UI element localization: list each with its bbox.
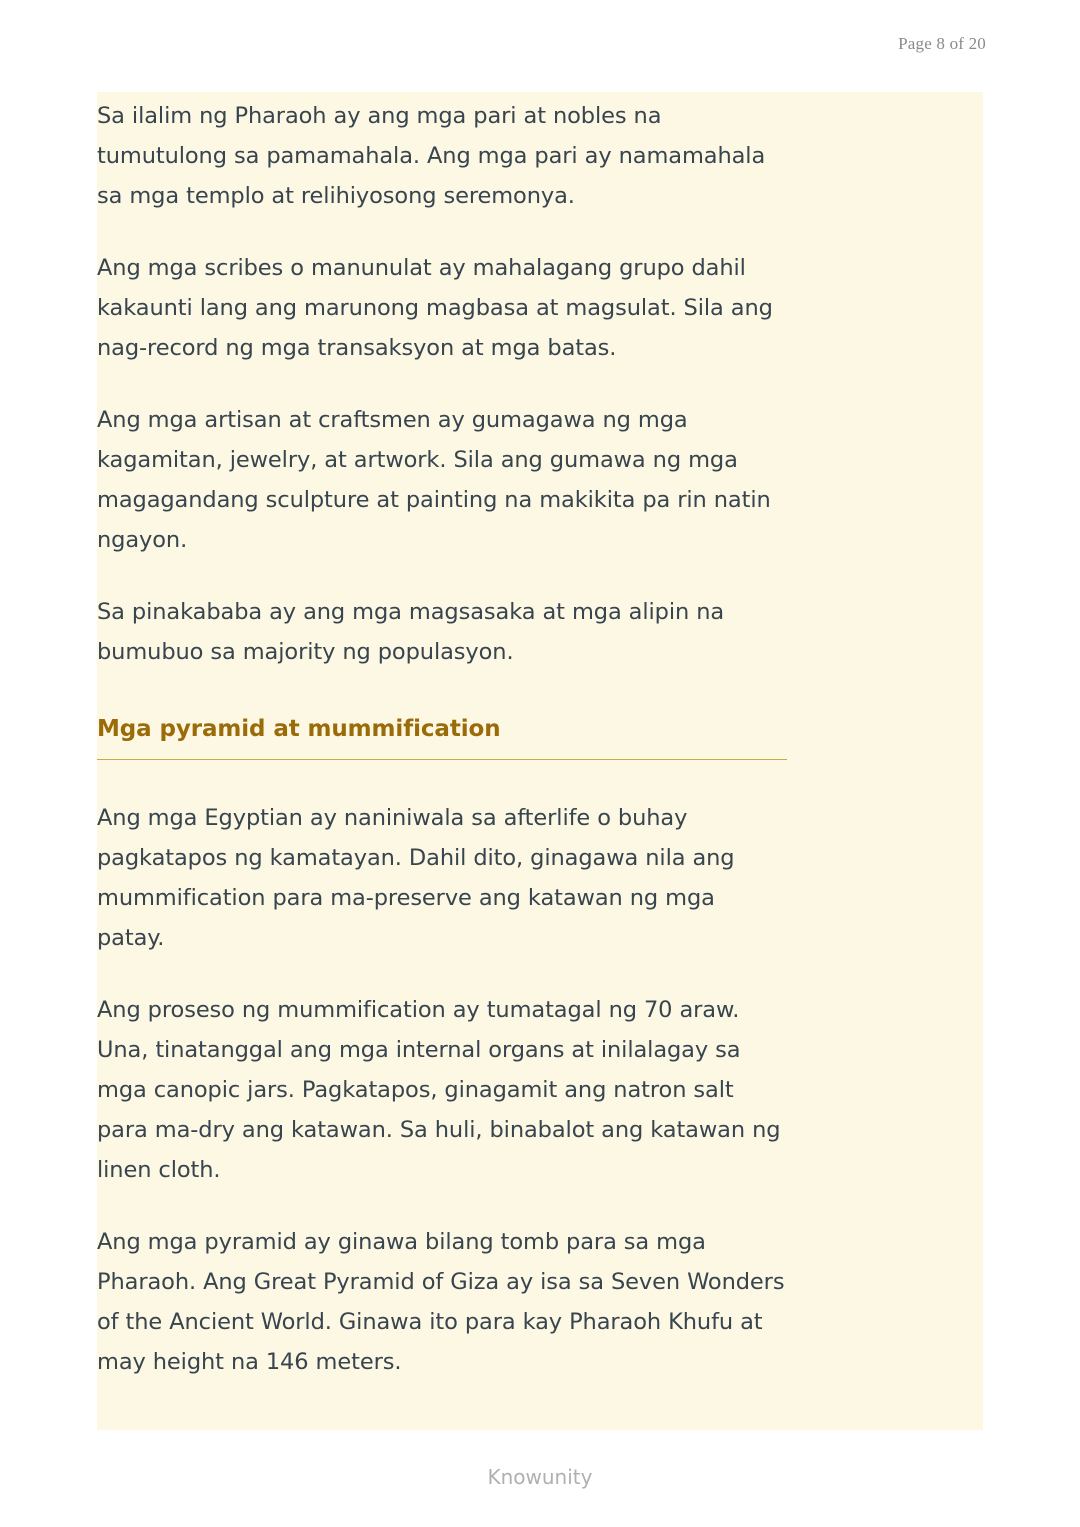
paragraph: Ang mga scribes o manunulat ay mahalagang grupo dahil kakaunti lang ang marunong magbasa at magsulat. Sila ang nag-record ng mga transaksyon at mga batas. [97,255,773,361]
paragraph: Sa ilalim ng Pharaoh ay ang mga pari at nobles na tumutulong sa pamamahala. Ang mga pari ay namamahala sa mga templo at relihiyosong seremonya. [97,103,766,209]
page-indicator: Page 8 of 20 [898,34,986,53]
footer-brand: Knowunity [487,1465,593,1489]
paragraph: Sa pinakababa ay ang mga magsasaka at mga alipin na bumubuo sa majority ng populasyon. [97,599,725,665]
document-body [97,96,797,1382]
heading-divider [97,759,787,760]
paragraph: Ang mga artisan at craftsmen ay gumagawa ng mga kagamitan, jewelry, at artwork. Sila ang gumawa ng mga magagandang sculpture at painting na makikita pa rin natin ngayon. [97,407,771,553]
section-heading: Mga pyramid at mummification [97,716,501,742]
paragraph: Ang mga Egyptian ay naniniwala sa afterlife o buhay pagkatapos ng kamatayan. Dahil dito, ginagawa nila ang mummification para ma-preserve ang katawan ng mga patay. [97,805,735,951]
paragraph: Ang proseso ng mummification ay tumatagal ng 70 araw. Una, tinatanggal ang mga internal organs at inilalagay sa mga canopic jars. Pagkatapos, ginagamit ang natron salt para ma-dry ang katawan. Sa huli, binabalot ang katawan ng linen cloth. [97,997,781,1183]
paragraph: Ang mga pyramid ay ginawa bilang tomb para sa mga Pharaoh. Ang Great Pyramid of Giza ay isa sa Seven Wonders of the Ancient World. Ginawa ito para kay Pharaoh Khufu at may height na 146 meters. [97,1229,785,1375]
